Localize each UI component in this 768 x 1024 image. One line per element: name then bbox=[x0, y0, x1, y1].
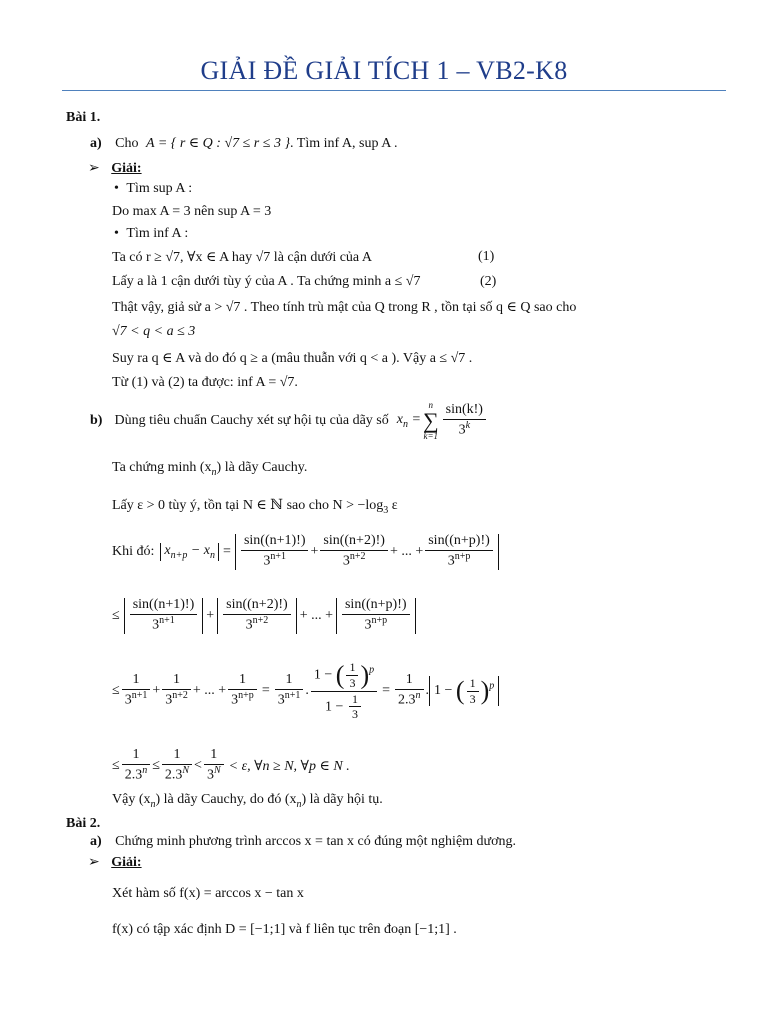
bai1-a-text-before: Cho bbox=[115, 136, 139, 151]
sum-symbol: n ∑ k=1 bbox=[422, 400, 439, 441]
khi-do-label: Khi đó: bbox=[112, 544, 155, 559]
bai1-a-marker: a) bbox=[90, 136, 102, 151]
line-suy-ra: Suy ra q ∈ A và do đó q ≥ a (mâu thuẫn với q < a ). Vậy a ≤ √7 . bbox=[112, 351, 473, 366]
line-ta-co: Ta có r ≥ √7, ∀x ∈ A hay √7 là cận dưới của A bbox=[112, 250, 372, 265]
xn-symbol: $x_n$ = bbox=[396, 412, 421, 430]
title-underline bbox=[62, 90, 726, 91]
abs-sum-terms: $\frac{\sin((n+1)!)}{3^{n+1}}$ + $\frac{\sin((n+2)!)}{3^{n+2}}$ + ... + $\frac{\sin((n+p)!)}{3^{n+p}}$ bbox=[235, 534, 499, 569]
cauchy-difference-line: Khi đó: $x_{n+p} - x_n$ = $\frac{\sin((n+1)!)}{3^{n+1}}$ + $\frac{\sin((n+2)!)}{3^{n+2}}$ + ... + $\frac{\sin((n+p)!)}{3^{n+p}}$ bbox=[112, 530, 499, 574]
line-tu: Từ (1) và (2) ta được: inf A = √7. bbox=[112, 375, 298, 390]
triangle-inequality-line: ≤ $\frac{\sin((n+1)!)}{3^{n+1}}$ + $\frac{\sin((n+2)!)}{3^{n+2}}$ + ... + $\frac{\sin((n+p)!)}{3^{n+p}}$ bbox=[112, 593, 416, 639]
bai1-part-b bbox=[90, 398, 488, 444]
bai1-a-text-after: . Tìm inf A, sup A . bbox=[290, 136, 398, 151]
bai2-a-marker: a) bbox=[90, 834, 102, 849]
bai2-giai bbox=[88, 854, 142, 871]
arrow-bullet-icon: ➢ bbox=[88, 855, 100, 870]
bai1-bullet-inf bbox=[114, 226, 188, 242]
page-title: GIẢI ĐỀ GIẢI TÍCH 1 – VB2-K8 bbox=[200, 56, 568, 85]
bai1-b-text: Dùng tiêu chuẩn Cauchy xét sự hội tụ của dãy số bbox=[114, 413, 389, 428]
line-lay-eps: Lấy ε > 0 tùy ý, tồn tại N ∈ ℕ sao cho $N > -\log_3$ ε bbox=[112, 498, 398, 516]
bai1-b-marker: b) bbox=[90, 413, 103, 428]
line-ta-co-num: (1) bbox=[478, 249, 495, 264]
dot-bullet-icon: • bbox=[114, 226, 119, 241]
bai1-bullet-sup bbox=[114, 181, 192, 197]
bai1-part-a bbox=[90, 135, 398, 152]
bai2-label: Bài 2. bbox=[66, 816, 101, 831]
bai2-part-a bbox=[90, 834, 516, 850]
bullet-inf-text: Tìm inf A : bbox=[126, 226, 189, 241]
geometric-bound-line: ≤ $\frac{1}{3^{n+1}}$ + $\frac{1}{3^{n+2}}$ + ... + $\frac{1}{3^{n+p}}$ = $\frac{1}{3^{n+1}}$ . 1 − ( $\frac{1}{3}$ )$^p$ 1 − $\frac{1}{3}$ = $\frac{1}{2.3^n}$ . 1 − ( $\frac{1}{3}$ )$^p$ bbox=[112, 658, 499, 724]
line-lay: Lấy a là 1 cận dưới tùy ý của A . Ta chứng minh a ≤ √7 bbox=[112, 274, 421, 289]
bai2-a-text: Chứng minh phương trình arccos x = tan x có đúng một nghiệm dương. bbox=[115, 834, 517, 849]
bai1-giai bbox=[88, 160, 142, 177]
line-max: Do max A = 3 nên sup A = 3 bbox=[112, 204, 272, 219]
bai2-giai-label: Giải: bbox=[111, 855, 142, 870]
abs-difference: $x_{n+p} - x_n$ bbox=[160, 543, 219, 561]
line-txd: f(x) có tập xác định D = [−1;1] và f liên tục trên đoạn [−1;1] . bbox=[112, 922, 457, 937]
dot-bullet-icon: • bbox=[114, 181, 119, 196]
series-term-fraction: $\frac{\sin(k!)}{3^k}$ bbox=[443, 403, 486, 438]
line-xet: Xét hàm số f(x) = arccos x − tan x bbox=[112, 886, 304, 901]
line-that-vay: Thật vậy, giả sử a > √7 . Theo tính trù mật của Q trong R , tồn tại số q ∈ Q sao cho bbox=[112, 300, 577, 315]
arrow-bullet-icon: ➢ bbox=[88, 161, 100, 176]
final-bound-line: ≤ $\frac{1}{2.3^n}$ ≤ $\frac{1}{2.3^N}$ < $\frac{1}{3^N}$ < ε, ∀n ≥ N, ∀p ∈ N . bbox=[112, 747, 350, 783]
line-ineq: √7 < q < a ≤ 3 bbox=[112, 324, 196, 339]
bullet-sup-text: Tìm sup A : bbox=[126, 181, 193, 196]
bai1-a-set: A = { r ∈ Q : √7 ≤ r ≤ 3 } bbox=[146, 136, 291, 151]
line-lay-num: (2) bbox=[480, 274, 497, 289]
line-vay: Vậy $(x_n)$ là dãy Cauchy, do đó $(x_n)$ là dãy hội tụ. bbox=[112, 792, 383, 810]
bai1-giai-label: Giải: bbox=[111, 161, 142, 176]
line-chung-minh: Ta chứng minh $(x_n)$ là dãy Cauchy. bbox=[112, 460, 308, 478]
bai1-label: Bài 1. bbox=[66, 110, 101, 125]
